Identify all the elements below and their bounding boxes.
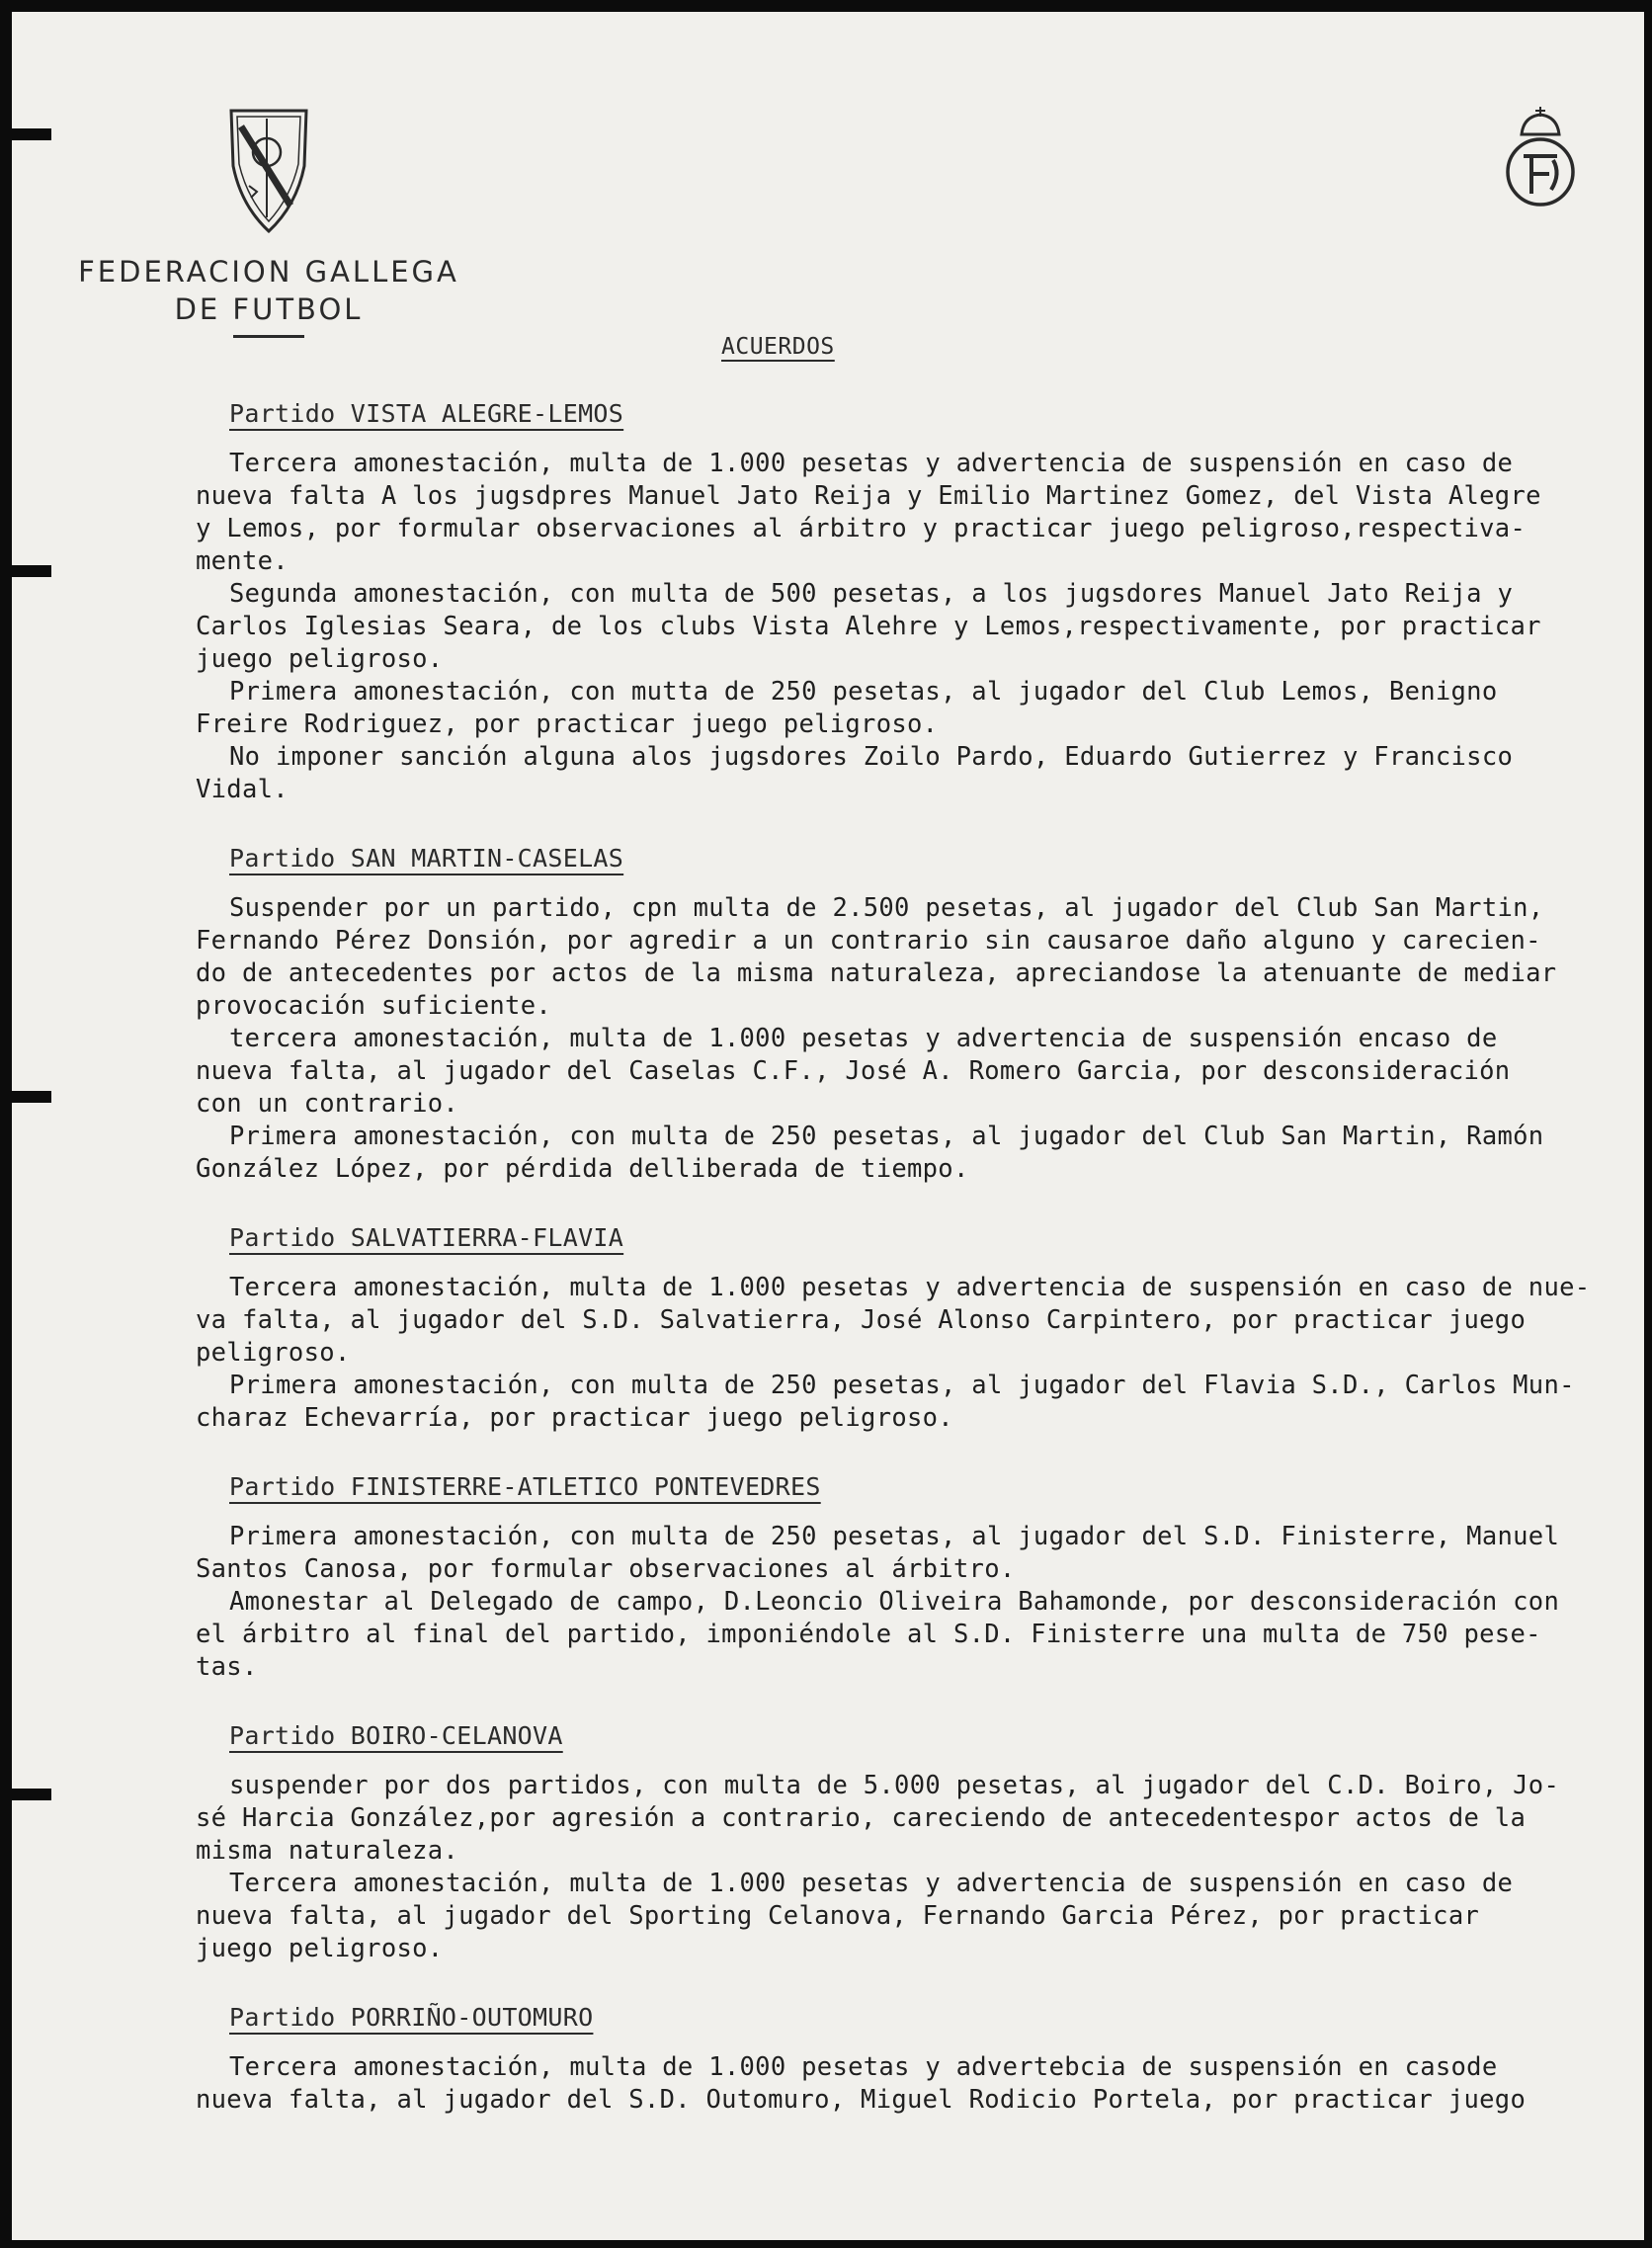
federation-name-line2: DE FUTBOL [174, 292, 364, 326]
text-line: Carlos Iglesias Seara, de los clubs Vista Alehre y Lemos,respectivamente, por practicar [196, 612, 1541, 641]
text-line: charaz Echevarría, por practicar juego peligroso. [196, 1403, 953, 1433]
ruling-paragraph [196, 1868, 1640, 1965]
text-line: nueva falta A los jugsdpres Manuel Jato Reija y Emilio Martinez Gomez, del Vista Alegre [196, 481, 1541, 511]
ruling-section [196, 1221, 1640, 1435]
text-line: Tercera amonestación, multa de 1.000 pesetas y advertencia de suspensión en caso de nue- [229, 1273, 1591, 1302]
section-heading: Partido SAN MARTIN-CASELAS [229, 844, 624, 873]
punch-hole [12, 128, 51, 140]
section-heading: Partido FINISTERRE-ATLETICO PONTEVEDRES [229, 1472, 821, 1501]
punch-hole [12, 565, 51, 577]
ruling-paragraph [196, 2051, 1640, 2117]
text-line: mente. [196, 546, 289, 576]
section-heading: Partido BOIRO-CELANOVA [229, 1721, 563, 1750]
text-line: Amonestar al Delegado de campo, D.Leoncio Oliveira Bahamonde, por desconsideración con [229, 1587, 1560, 1617]
ruling-section [196, 397, 1640, 806]
ruling-section [196, 842, 1640, 1186]
section-heading: Partido PORRIÑO-OUTOMURO [229, 2003, 594, 2032]
text-line: Primera amonestación, con multa de 250 pesetas, al jugador del S.D. Finisterre, Manuel [229, 1522, 1560, 1551]
text-line: tercera amonestación, multa de 1.000 pesetas y advertencia de suspensión encaso de [229, 1024, 1498, 1053]
text-line: juego peligroso. [196, 644, 444, 674]
text-line: Tercera amonestación, multa de 1.000 pesetas y advertencia de suspensión en caso de [229, 449, 1514, 478]
text-line: Tercera amonestación, multa de 1.000 pesetas y advertencia de suspensión en caso de [229, 1869, 1514, 1898]
text-line: Primera amonestación, con mutta de 250 pesetas, al jugador del Club Lemos, Benigno [229, 677, 1498, 707]
text-line: peligroso. [196, 1338, 351, 1368]
page-title: ACUERDOS [721, 334, 835, 360]
section-heading: Partido VISTA ALEGRE-LEMOS [229, 399, 624, 428]
federation-name [71, 253, 466, 328]
text-line: nueva falta, al jugador del S.D. Outomuro, Miguel Rodicio Portela, por practicar juego [196, 2085, 1527, 2115]
ruling-paragraph [196, 1272, 1640, 1370]
text-line: Freire Rodriguez, por practicar juego peligroso. [196, 709, 939, 739]
punch-hole [12, 1091, 51, 1103]
text-line: Vidal. [196, 775, 289, 804]
text-line: nueva falta, al jugador del Caselas C.F., José A. Romero Garcia, por desconsideración [196, 1056, 1511, 1086]
ruling-paragraph [196, 1521, 1640, 1586]
document-body [196, 397, 1640, 2152]
federation-shield-icon [227, 107, 310, 235]
ruling-paragraph [196, 676, 1640, 741]
text-line: misma naturaleza. [196, 1836, 459, 1866]
text-line: va falta, al jugador del S.D. Salvatierra, José Alonso Carpintero, por practicar juego [196, 1305, 1527, 1335]
section-heading: Partido SALVATIERRA-FLAVIA [229, 1223, 624, 1252]
text-line: Segunda amonestación, con multa de 500 pesetas, a los jugsdores Manuel Jato Reija y [229, 579, 1514, 609]
text-line: provocación suficiente. [196, 991, 552, 1021]
text-line: Suspender por un partido, cpn multa de 2.500 pesetas, al jugador del Club San Martin, [229, 893, 1544, 923]
ruling-section [196, 1719, 1640, 1965]
ruling-paragraph [196, 448, 1640, 578]
text-line: sé Harcia González,por agresión a contrario, careciendo de antecedentespor actos de la [196, 1803, 1527, 1833]
text-line: Primera amonestación, con multa de 250 pesetas, al jugador del Club San Martin, Ramón [229, 1122, 1544, 1151]
text-line: suspender por dos partidos, con multa de 5.000 pesetas, al jugador del C.D. Boiro, Jo- [229, 1771, 1560, 1800]
header-divider [233, 335, 304, 338]
text-line: juego peligroso. [196, 1934, 444, 1963]
ruling-paragraph [196, 1370, 1640, 1435]
text-line: y Lemos, por formular observaciones al árbitro y practicar juego peligroso,respectiva- [196, 514, 1527, 543]
ruling-paragraph [196, 578, 1640, 676]
ruling-paragraph [196, 1023, 1640, 1121]
text-line: Santos Canosa, por formular observaciones al árbitro. [196, 1554, 1016, 1584]
text-line: do de antecedentes por actos de la misma naturaleza, apreciandose la atenuante de mediar [196, 958, 1557, 988]
ruling-section [196, 1470, 1640, 1684]
text-line: Tercera amonestación, multa de 1.000 pesetas y advertebcia de suspensión en casode [229, 2052, 1498, 2082]
document-page [12, 12, 1644, 2240]
text-line: el árbitro al final del partido, imponiéndole al S.D. Finisterre una multa de 750 pese- [196, 1620, 1541, 1649]
federation-name-line1: FEDERACION GALLEGA [78, 255, 459, 289]
rfef-crest-icon [1502, 105, 1579, 215]
text-line: No imponer sanción alguna alos jugsdores Zoilo Pardo, Eduardo Gutierrez y Francisco [229, 742, 1514, 772]
text-line: tas. [196, 1652, 258, 1682]
punch-hole [12, 1789, 51, 1800]
ruling-section [196, 2001, 1640, 2117]
ruling-paragraph [196, 892, 1640, 1023]
ruling-paragraph [196, 1770, 1640, 1868]
ruling-paragraph [196, 741, 1640, 806]
text-line: nueva falta, al jugador del Sporting Celanova, Fernando Garcia Pérez, por practicar [196, 1901, 1480, 1931]
ruling-paragraph [196, 1121, 1640, 1186]
text-line: Fernando Pérez Donsión, por agredir a un contrario sin causaroe daño alguno y carecien- [196, 926, 1541, 956]
ruling-paragraph [196, 1586, 1640, 1684]
text-line: con un contrario. [196, 1089, 459, 1119]
text-line: Primera amonestación, con multa de 250 pesetas, al jugador del Flavia S.D., Carlos Mun- [229, 1371, 1575, 1400]
text-line: González López, por pérdida delliberada de tiempo. [196, 1154, 969, 1184]
